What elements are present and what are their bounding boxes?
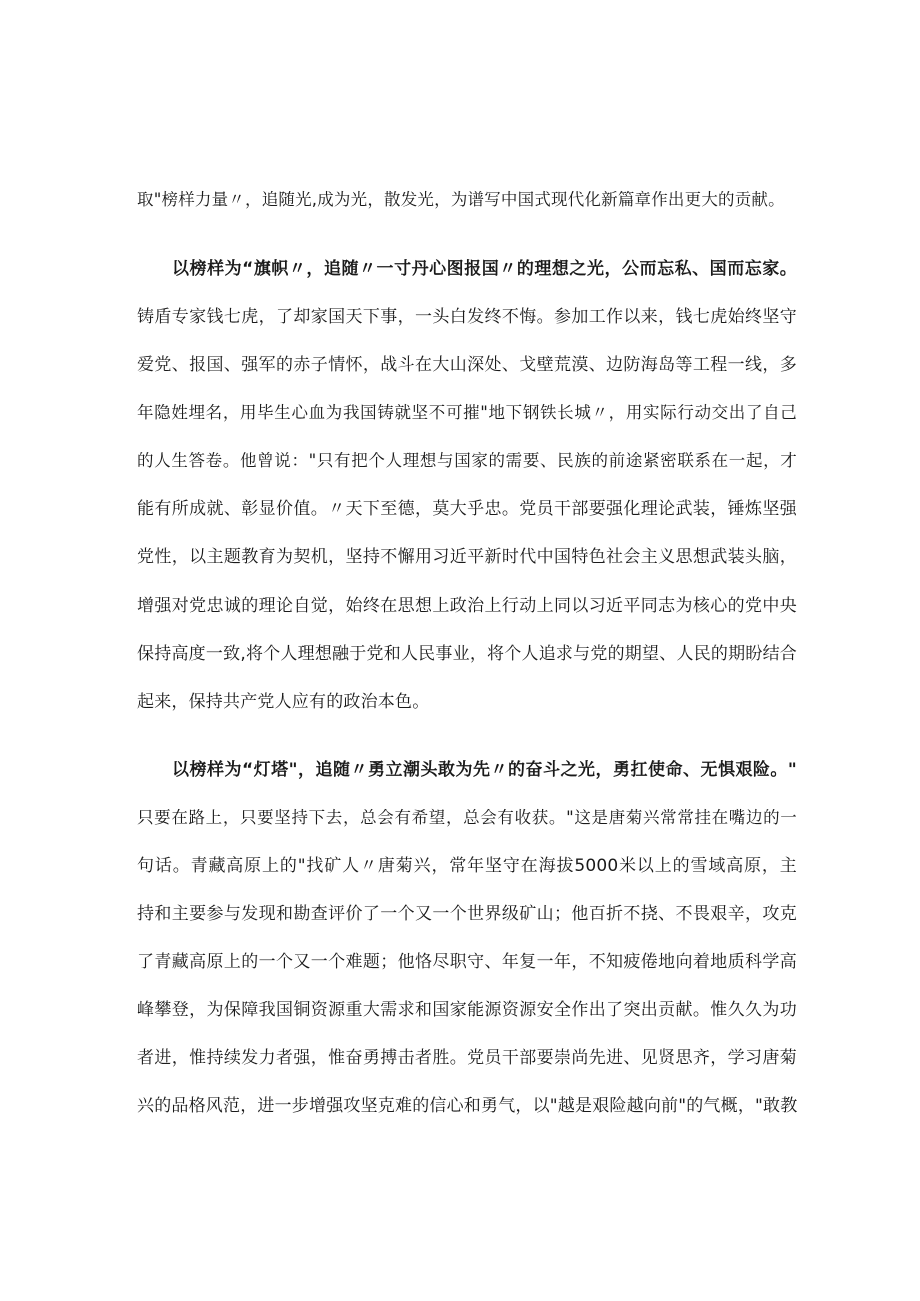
paragraph-3-line-5: 峰攀登，为保障我国铜资源重大需求和国家能源资源安全作出了突出贡献。惟久久为功 [137, 1000, 797, 1020]
paragraph-2-line-3: 年隐姓埋名，用毕生心血为我国铸就坚不可摧"地下钢铁长城〃，用实际行动交出了自己 [137, 403, 797, 422]
paragraph-2-line-2: 爱党、报国、强军的赤子情怀，战斗在大山深处、戈壁荒漠、边防海岛等工程一线，多 [137, 355, 797, 375]
paragraph-2-line-1: 铸盾专家钱七虎，了却家国天下事，一头白发终不悔。参加工作以来，钱七虎始终坚守 [137, 307, 797, 327]
paragraph-1-line-1: 取"榜样力量〃，追随光,成为光，散发光，为谱写中国式现代化新篇章作出更大的贡献。 [137, 190, 785, 209]
paragraph-3-line-3: 持和主要参与发现和勘查评价了一个又一个世界级矿山；他百折不挠、不畏艰辛，攻克 [137, 904, 797, 924]
paragraph-3-line-6: 者进，惟持续发力者强，惟奋勇搏击者胜。党员干部要崇尚先进、见贤思齐，学习唐菊 [137, 1048, 797, 1068]
paragraph-2-line-7: 增强对党忠诚的理论自觉，始终在思想上政治上行动上同以习近平同志为核心的党中央 [137, 596, 797, 616]
paragraph-3-line-7: 兴的品格风范，进一步增强攻坚克难的信心和勇气，以"越是艰险越向前"的气概，"敢教 [137, 1096, 798, 1116]
paragraph-2-line-8: 保持高度一致,将个人理想融于党和人民事业，将个人追求与党的期望、人民的期盼结合 [137, 644, 797, 664]
paragraph-3-line-1: 只要在路上，只要坚持下去，总会有希望，总会有收获。"这是唐菊兴常常挂在嘴边的一 [137, 808, 797, 827]
paragraph-2-heading: 以榜样为“旗帜〃，追随〃一寸丹心图报国〃的理想之光，公而忘私、国而忘家。 [172, 259, 797, 279]
paragraph-3-line-2: 句话。青藏高原上的"找矿人〃唐菊兴，常年坚守在海拔5000米以上的雪域高原，主 [137, 856, 797, 876]
paragraph-2-line-4: 的人生答卷。他曾说："只有把个人理想与国家的需要、民族的前途紧密联系在一起，才 [137, 451, 797, 470]
paragraph-3-heading: 以榜样为“灯塔"，追随〃勇立潮头敢为先〃的奋斗之光，勇扛使命、无惧艰险。" [172, 760, 797, 780]
paragraph-3-line-4: 了青藏高原上的一个又一个难题；他恪尽职守、年复一年，不知疲倦地向着地质科学高 [137, 952, 797, 972]
paragraph-2-line-9: 起来，保持共产党人应有的政治本色。 [137, 692, 430, 712]
paragraph-2-line-6: 党性，以主题教育为契机，坚持不懈用习近平新时代中国特色社会主义思想武装头脑， [137, 547, 797, 567]
paragraph-2-line-5: 能有所成就、彰显价值。〃天下至德，莫大乎忠。党员干部要强化理论武装，锤炼坚强 [137, 499, 797, 519]
